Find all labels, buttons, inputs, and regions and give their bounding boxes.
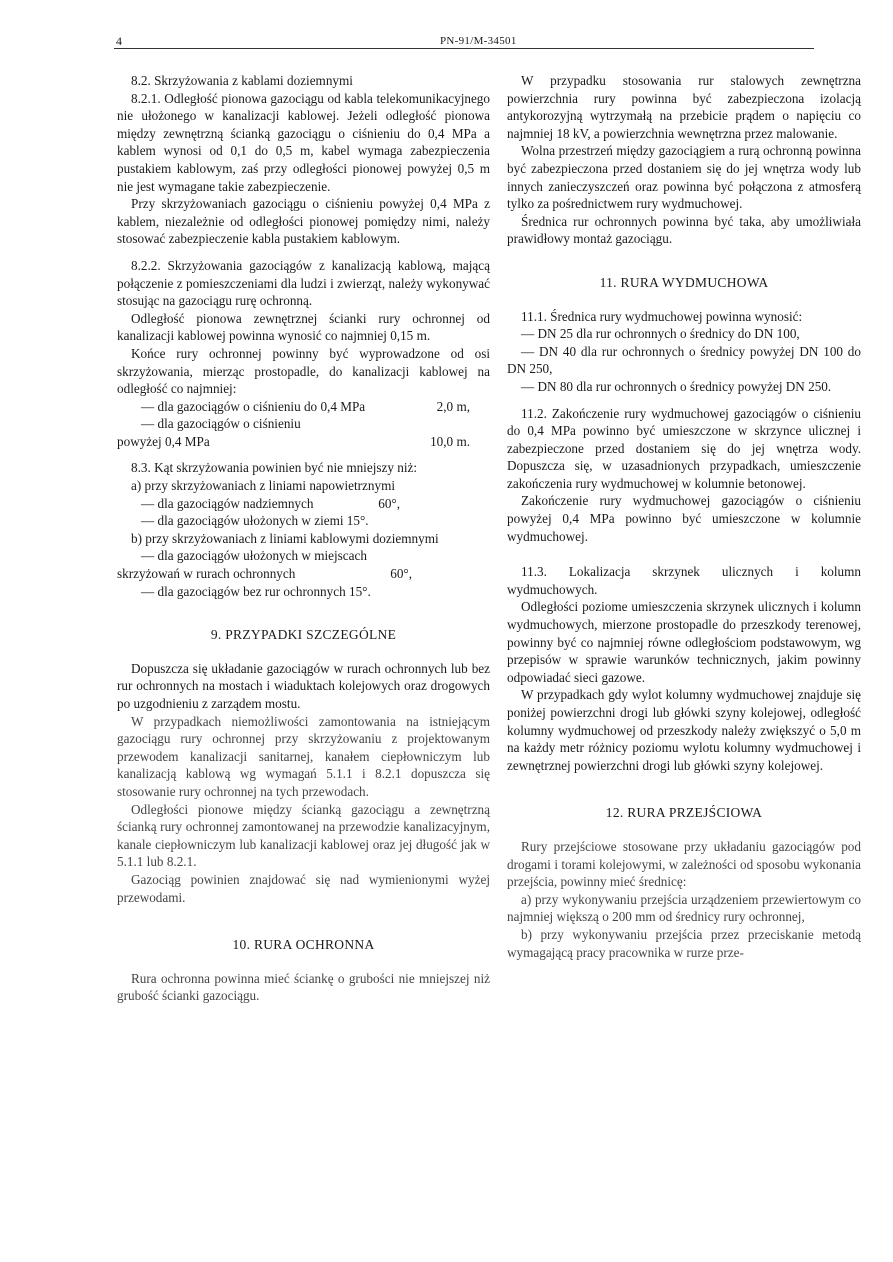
header-rule: [114, 48, 814, 49]
list-value: 2,0 m,: [436, 398, 470, 414]
paragraph: W przypadkach gdy wylot kolumny wydmuchowej znajduje się poniżej powierzchni drogi lub główki szyny kolejowej, odległość kolumny wydmuchowej od przeszkody należy zwiększyć o 5,0 m na każdy metr różnicy poziomu wylotu kolumny wydmuchowej i zewnętrznej powierzchni drogi lub główki szyny kolejowej.: [507, 687, 861, 773]
paragraph: 8.2.1. Odległość pionowa gazociągu od kabla telekomunikacyjnego nie ułożonego w kanalizacji kablowej. Jeżeli odległość pionowa między zewnętrzną ścianką gazociągu o ciśnieniu do 0,4 MPa a kablem wynosi od 0,1 do 0,5 m, kabel wymaga zabezpieczenia pustakiem kablowym, zaś przy odległości pionowej powyżej 0,5 m nie jest wymagane takie zabezpieczenie.: [117, 90, 490, 194]
section-heading: 9. PRZYPADKI SZCZEGÓLNE: [210, 627, 397, 643]
paragraph: Zakończenie rury wydmuchowej gazociągów o ciśnieniu powyżej 0,4 MPa powinno być umieszczone w kolumnie wydmuchowej.: [507, 493, 861, 544]
list-value: 10,0 m.: [430, 433, 470, 449]
list-label: — dla gazociągów o ciśnieniu do 0,4 MPa: [141, 398, 366, 414]
paragraph: Odległość pionowa zewnętrznej ścianki rury ochronnej od kanalizacji kablowej powinna wynosić co najmniej 0,15 m.: [117, 310, 490, 344]
paragraph: Gazociąg powinien znajdować się nad wymienionymi wyżej przewodami.: [117, 871, 490, 905]
list-item: — DN 80 dla rur ochronnych o średnicy powyżej DN 250.: [521, 378, 832, 394]
paragraph: 8.2.2. Skrzyżowania gazociągów z kanalizacją kablową, mającą połączenie z pomieszczeniami dla ludzi i zwierząt, należy wykonywać stosując na gazociągu rurę ochronną.: [117, 257, 490, 309]
right-column: [507, 72, 861, 961]
standard-number: PN-91/M-34501: [440, 35, 517, 47]
paragraph: Rura ochronna powinna mieć ściankę o grubości nie mniejszej niż grubość ścianki gazociągu.: [117, 970, 490, 1004]
section-heading: 11. RURA WYDMUCHOWA: [599, 274, 769, 290]
paragraph: Średnica rur ochronnych powinna być taka, aby umożliwiała prawidłowy montaż gazociągu.: [507, 213, 861, 247]
list-value: 60°,: [378, 495, 400, 511]
list-item: [117, 565, 490, 583]
paragraph: 11.2. Zakończenie rury wydmuchowej gazociągów o ciśnieniu do 0,4 MPa powinno być umieszczone w skrzynce ulicznej i zabezpieczone przed dostaniem się do jej wnętrza wody. Dopuszcza się, w uzasadnionych przypadkach, umieszczenie zakończenia rury wydmuchowej w kolumnie betonowej.: [507, 405, 861, 491]
paragraph: Dopuszcza się układanie gazociągów w rurach ochronnych lub bez rur ochronnych na mostach i wiaduktach kolejowych oraz drogowych po uzgodnieniu z zarządem mostu.: [117, 660, 490, 711]
list-value: 60°,: [390, 566, 412, 582]
section-heading: 10. RURA OCHRONNA: [232, 937, 375, 953]
list-item: — dla gazociągów bez rur ochronnych 15°.: [141, 583, 371, 599]
section-heading: 8.3. Kąt skrzyżowania powinien być nie mniejszy niż:: [131, 460, 418, 476]
left-column: [117, 72, 490, 1005]
list-item: [117, 398, 490, 416]
paragraph: W przypadku stosowania rur stalowych zewnętrzna powierzchnia rury powinna być zabezpieczona izolacją antykorozyjną wytrzymałą na przebicie prądem o napięciu co najmniej 18 kV, a powierzchnia wewnętrzna przez malowanie.: [507, 73, 861, 141]
list-item: b) przy skrzyżowaniach z liniami kablowymi doziemnymi: [131, 530, 439, 546]
paragraph: Końce rury ochronnej powinny być wyprowadzone od osi skrzyżowania, mierząc prostopadle, do kanalizacji kablowej na odległość co najmniej:: [117, 345, 490, 397]
list-item: a) przy skrzyżowaniach z liniami napowietrznymi: [131, 478, 396, 494]
list-item: — dla gazociągów o ciśnieniu: [141, 416, 301, 432]
list-item: [117, 433, 490, 451]
page-number: 4: [116, 34, 122, 48]
paragraph: Odległości poziome umieszczenia skrzynek ulicznych i kolumn wydmuchowych, mierzone prostopadle do przeszkody terenowej, powinny być co najmniej równe odległościom podstawowym, wg przepisów w sprawie warunków technicznych, jakim powinny odpowiadać sieci gazowe.: [507, 599, 861, 685]
list-item: — DN 40 dla rur ochronnych o średnicy powyżej DN 100 do DN 250,: [507, 343, 861, 377]
list-item: a) przy wykonywaniu przejścia urządzeniem przewiertowym co najmniej większą o 200 mm od średnicy rury ochronnej,: [507, 891, 861, 925]
paragraph: Odległości pionowe między ścianką gazociągu a zewnętrzną ścianką rury ochronnej zamontowanej na przewodzie kanalizacyjnym, kanale ciepłowniczym lub kanalizacji kablowej oraz jej długość jak w 5.1.1 lub 8.2.1.: [117, 801, 490, 870]
list-item: — dla gazociągów ułożonych w ziemi 15°.: [141, 513, 369, 529]
list-item: — dla gazociągów ułożonych w miejscach: [141, 548, 367, 564]
list-label: — dla gazociągów nadziemnych: [141, 495, 314, 511]
paragraph: Wolna przestrzeń między gazociągiem a rurą ochronną powinna być zabezpieczona przed dostaniem się do jej wnętrza wody lub innych zanieczyszczeń oraz powinna być połączona z atmosferą tylko za pośrednictwem rury wydmuchowej.: [507, 143, 861, 212]
paragraph: Rury przejściowe stosowane przy układaniu gazociągów pod drogami i torami kolejowymi, w zależności od sposobu wykonania przejścia, powinny mieć średnicę:: [507, 838, 861, 890]
list-label: powyżej 0,4 MPa: [117, 433, 210, 449]
list-item: b) przy wykonywaniu przejścia przez przeciskanie metodą wymagającą pracy pracownika w rurze prze-: [507, 926, 861, 960]
paragraph: Przy skrzyżowaniach gazociągu o ciśnieniu powyżej 0,4 MPa z kablem, niezależnie od odległości pionowej pomiędzy nimi, należy stosować zabezpieczenie kabla pustakiem kablowym.: [117, 196, 490, 247]
section-heading: 8.2. Skrzyżowania z kablami doziemnymi: [131, 73, 353, 88]
paragraph: W przypadkach niemożliwości zamontowania na istniejącym gazociągu rury ochronnej przy skrzyżowaniu z projektowanym przewodem kanalizacji sanitarnej, kanałem ciepłowniczym lub kanalizacją kablową wg wymagań 5.1.1 i 8.2.1 dopuszcza się stosowanie rury ochronnej na tych przewodach.: [117, 713, 490, 799]
paragraph: 11.1. Średnica rury wydmuchowej powinna wynosić:: [521, 308, 803, 324]
list-item: — DN 25 dla rur ochronnych o średnicy do DN 100,: [521, 326, 800, 342]
list-item: [117, 495, 490, 513]
section-heading: 11.3. Lokalizacja skrzynek ulicznych i kolumn wydmuchowych.: [507, 564, 861, 597]
list-label: skrzyżowań w rurach ochronnych: [117, 566, 296, 582]
section-heading: 12. RURA PRZEJŚCIOWA: [605, 805, 763, 821]
